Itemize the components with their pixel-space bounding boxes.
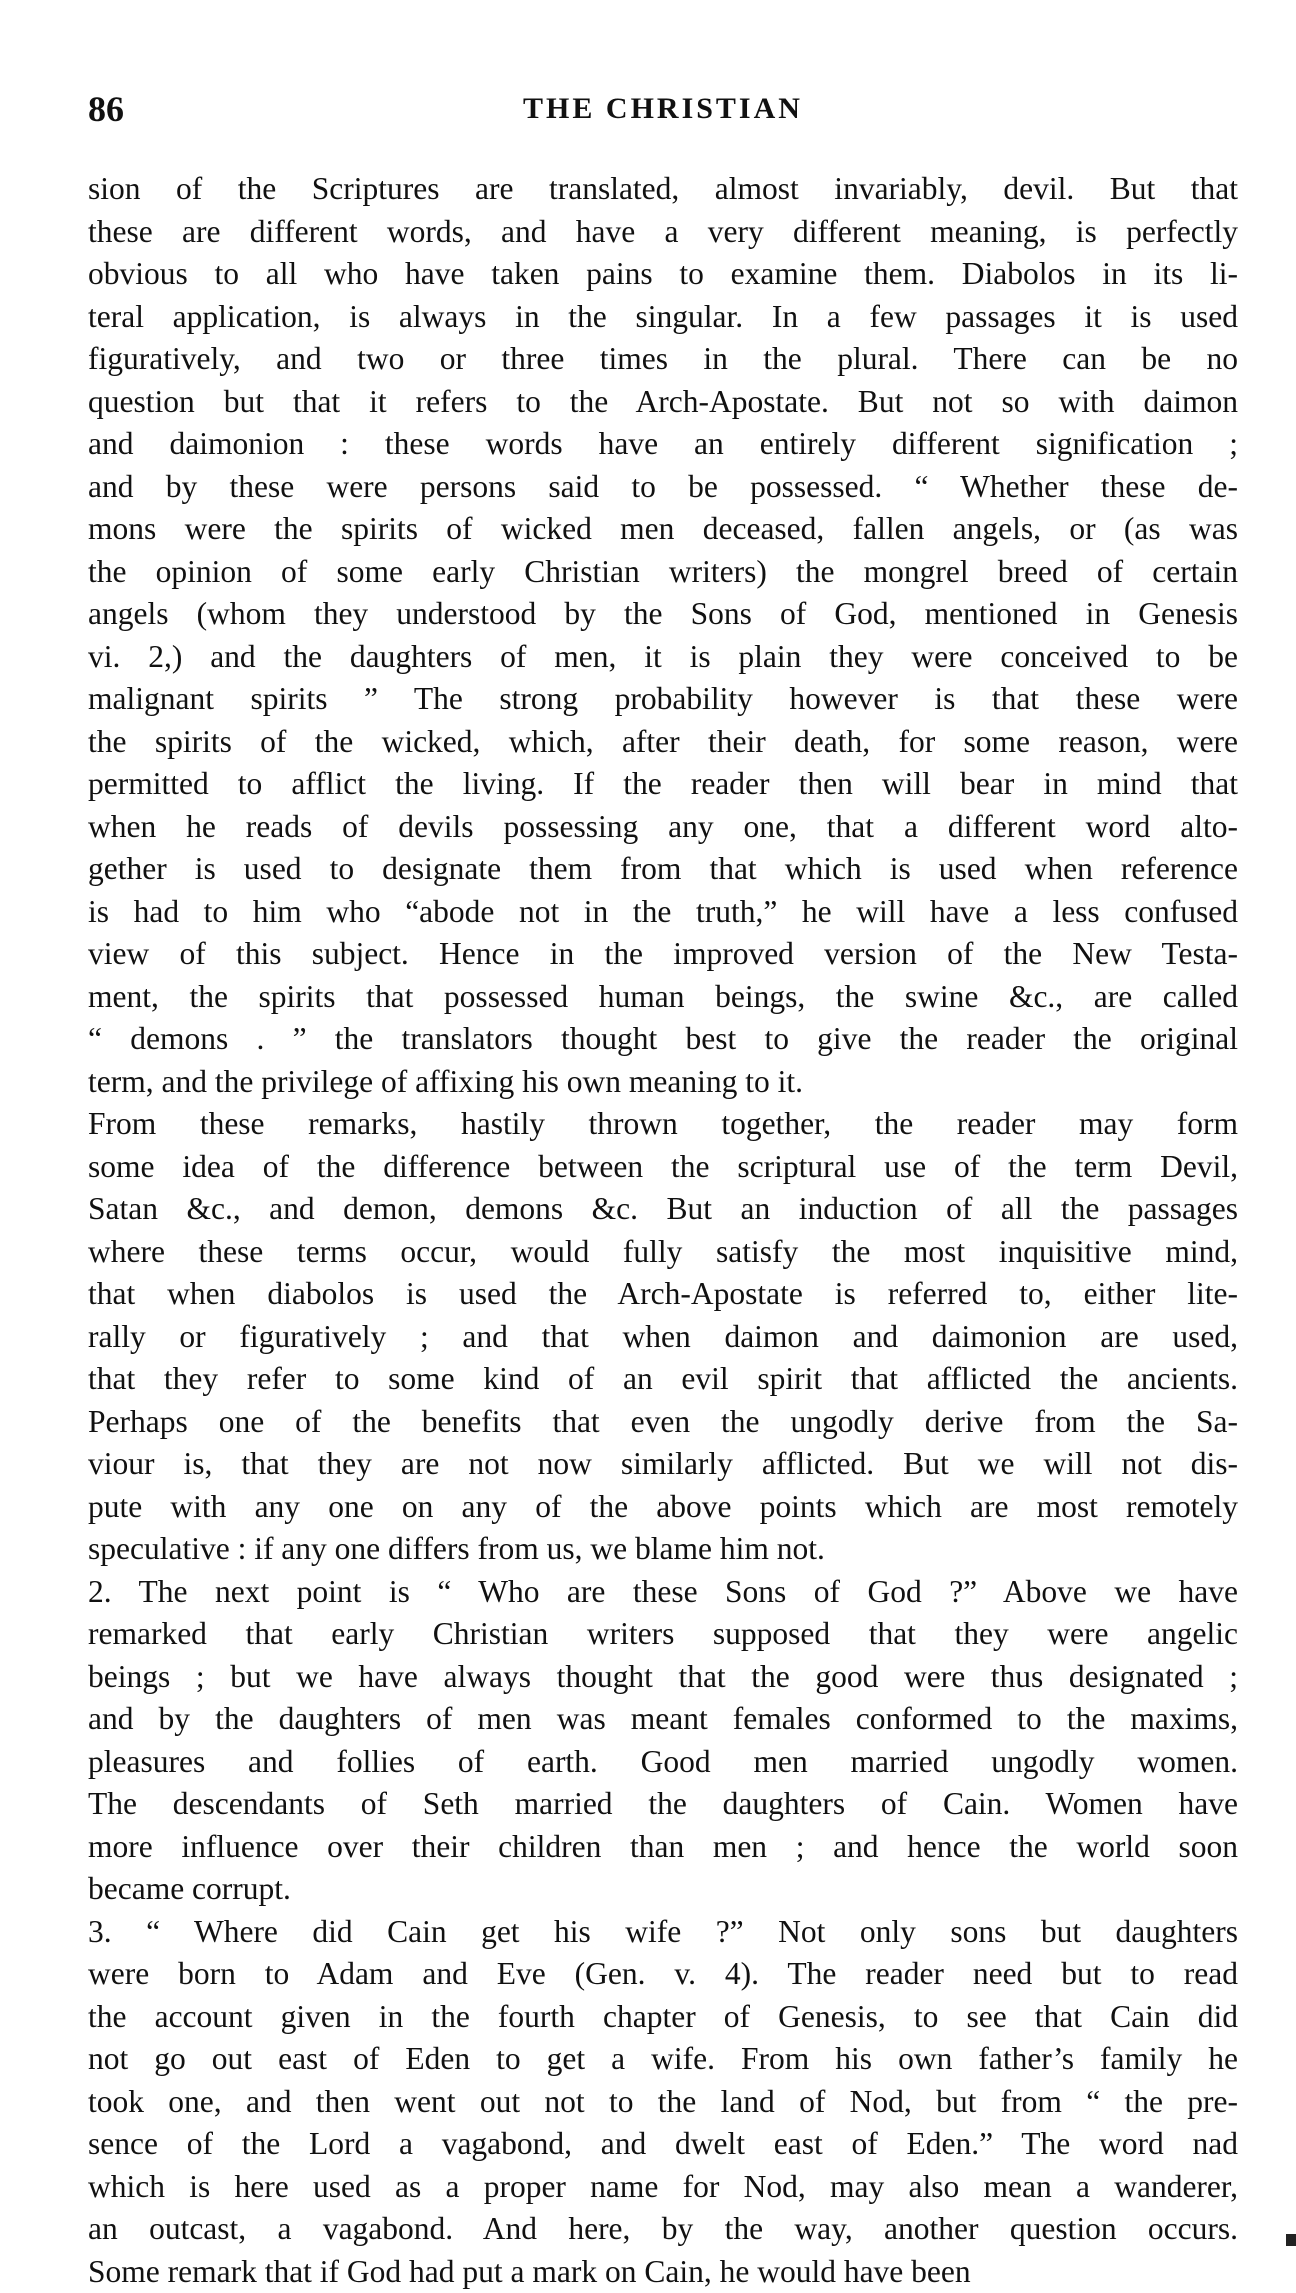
paragraph-2 bbox=[88, 1103, 1238, 1571]
text-line: vi. 2,) and the daughters of men, it is plain they were conceived to be bbox=[88, 636, 1238, 679]
text-line: 2. The next point is “ Who are these Sons of God ?” Above we have bbox=[88, 1571, 1238, 1614]
text-line: and daimonion : these words have an entirely different signification ; bbox=[88, 423, 1238, 466]
text-line: question but that it refers to the Arch-Apostate. But not so with daimon bbox=[88, 381, 1238, 424]
text-line: “ demons . ” the translators thought best to give the reader the original bbox=[88, 1018, 1238, 1061]
text-line: speculative : if any one differs from us, we blame him not. bbox=[88, 1528, 1238, 1571]
text-line: 3. “ Where did Cain get his wife ?” Not only sons but daughters bbox=[88, 1911, 1238, 1954]
text-line: figuratively, and two or three times in the plural. There can be no bbox=[88, 338, 1238, 381]
text-line: took one, and then went out not to the land of Nod, but from “ the pre- bbox=[88, 2081, 1238, 2124]
text-line: when he reads of devils possessing any one, that a different word alto- bbox=[88, 806, 1238, 849]
text-line: viour is, that they are not now similarly afflicted. But we will not dis- bbox=[88, 1443, 1238, 1486]
text-line: obvious to all who have taken pains to examine them. Diabolos in its li- bbox=[88, 253, 1238, 296]
text-line: view of this subject. Hence in the improved version of the New Testa- bbox=[88, 933, 1238, 976]
text-line: and by the daughters of men was meant females conformed to the maxims, bbox=[88, 1698, 1238, 1741]
text-line: The descendants of Seth married the daughters of Cain. Women have bbox=[88, 1783, 1238, 1826]
running-title: THE CHRISTIAN bbox=[88, 92, 1238, 126]
text-line: sion of the Scriptures are translated, almost invariably, devil. But that bbox=[88, 168, 1238, 211]
running-header bbox=[88, 88, 1238, 132]
text-line: pleasures and follies of earth. Good men married ungodly women. bbox=[88, 1741, 1238, 1784]
text-line: teral application, is always in the singular. In a few passages it is used bbox=[88, 296, 1238, 339]
text-line: Satan &c., and demon, demons &c. But an induction of all the passages bbox=[88, 1188, 1238, 1231]
text-line: remarked that early Christian writers supposed that they were angelic bbox=[88, 1613, 1238, 1656]
text-line: rally or figuratively ; and that when daimon and daimonion are used, bbox=[88, 1316, 1238, 1359]
text-line: more influence over their children than men ; and hence the world soon bbox=[88, 1826, 1238, 1869]
text-line: Perhaps one of the benefits that even the ungodly derive from the Sa- bbox=[88, 1401, 1238, 1444]
text-line: were born to Adam and Eve (Gen. v. 4). The reader need but to read bbox=[88, 1953, 1238, 1996]
text-line: sence of the Lord a vagabond, and dwelt east of Eden.” The word nad bbox=[88, 2123, 1238, 2166]
text-line: not go out east of Eden to get a wife. From his own father’s family he bbox=[88, 2038, 1238, 2081]
text-line: which is here used as a proper name for Nod, may also mean a wanderer, bbox=[88, 2166, 1238, 2209]
text-line: some idea of the difference between the scriptural use of the term Devil, bbox=[88, 1146, 1238, 1189]
paragraph-4 bbox=[88, 1911, 1238, 2293]
page-number: 86 bbox=[88, 88, 124, 130]
text-line: and by these were persons said to be possessed. “ Whether these de- bbox=[88, 466, 1238, 509]
text-line: the spirits of the wicked, which, after their death, for some reason, were bbox=[88, 721, 1238, 764]
text-line: ment, the spirits that possessed human beings, the swine &c., are called bbox=[88, 976, 1238, 1019]
text-line: angels (whom they understood by the Sons of God, mentioned in Genesis bbox=[88, 593, 1238, 636]
text-line: became corrupt. bbox=[88, 1868, 1238, 1911]
text-line: From these remarks, hastily thrown together, the reader may form bbox=[88, 1103, 1238, 1146]
text-line: these are different words, and have a very different meaning, is perfectly bbox=[88, 211, 1238, 254]
text-line: malignant spirits ” The strong probability however is that these were bbox=[88, 678, 1238, 721]
text-line: an outcast, a vagabond. And here, by the way, another question occurs. bbox=[88, 2208, 1238, 2251]
text-line: Some remark that if God had put a mark on Cain, he would have been bbox=[88, 2251, 1238, 2293]
printer-mark bbox=[1286, 2234, 1296, 2246]
paragraph-3 bbox=[88, 1571, 1238, 1911]
paragraph-1 bbox=[88, 168, 1238, 1103]
text-line: the account given in the fourth chapter of Genesis, to see that Cain did bbox=[88, 1996, 1238, 2039]
text-line: beings ; but we have always thought that the good were thus designated ; bbox=[88, 1656, 1238, 1699]
text-line: is had to him who “abode not in the truth,” he will have a less confused bbox=[88, 891, 1238, 934]
text-line: the opinion of some early Christian writers) the mongrel breed of certain bbox=[88, 551, 1238, 594]
text-line: that they refer to some kind of an evil spirit that afflicted the ancients. bbox=[88, 1358, 1238, 1401]
text-line: term, and the privilege of affixing his own meaning to it. bbox=[88, 1061, 1238, 1104]
text-line: pute with any one on any of the above points which are most remotely bbox=[88, 1486, 1238, 1529]
text-line: gether is used to designate them from that which is used when reference bbox=[88, 848, 1238, 891]
text-line: permitted to afflict the living. If the reader then will bear in mind that bbox=[88, 763, 1238, 806]
text-line: that when diabolos is used the Arch-Apostate is referred to, either lite- bbox=[88, 1273, 1238, 1316]
text-line: mons were the spirits of wicked men deceased, fallen angels, or (as was bbox=[88, 508, 1238, 551]
body-text bbox=[88, 168, 1238, 2293]
text-line: where these terms occur, would fully satisfy the most inquisitive mind, bbox=[88, 1231, 1238, 1274]
